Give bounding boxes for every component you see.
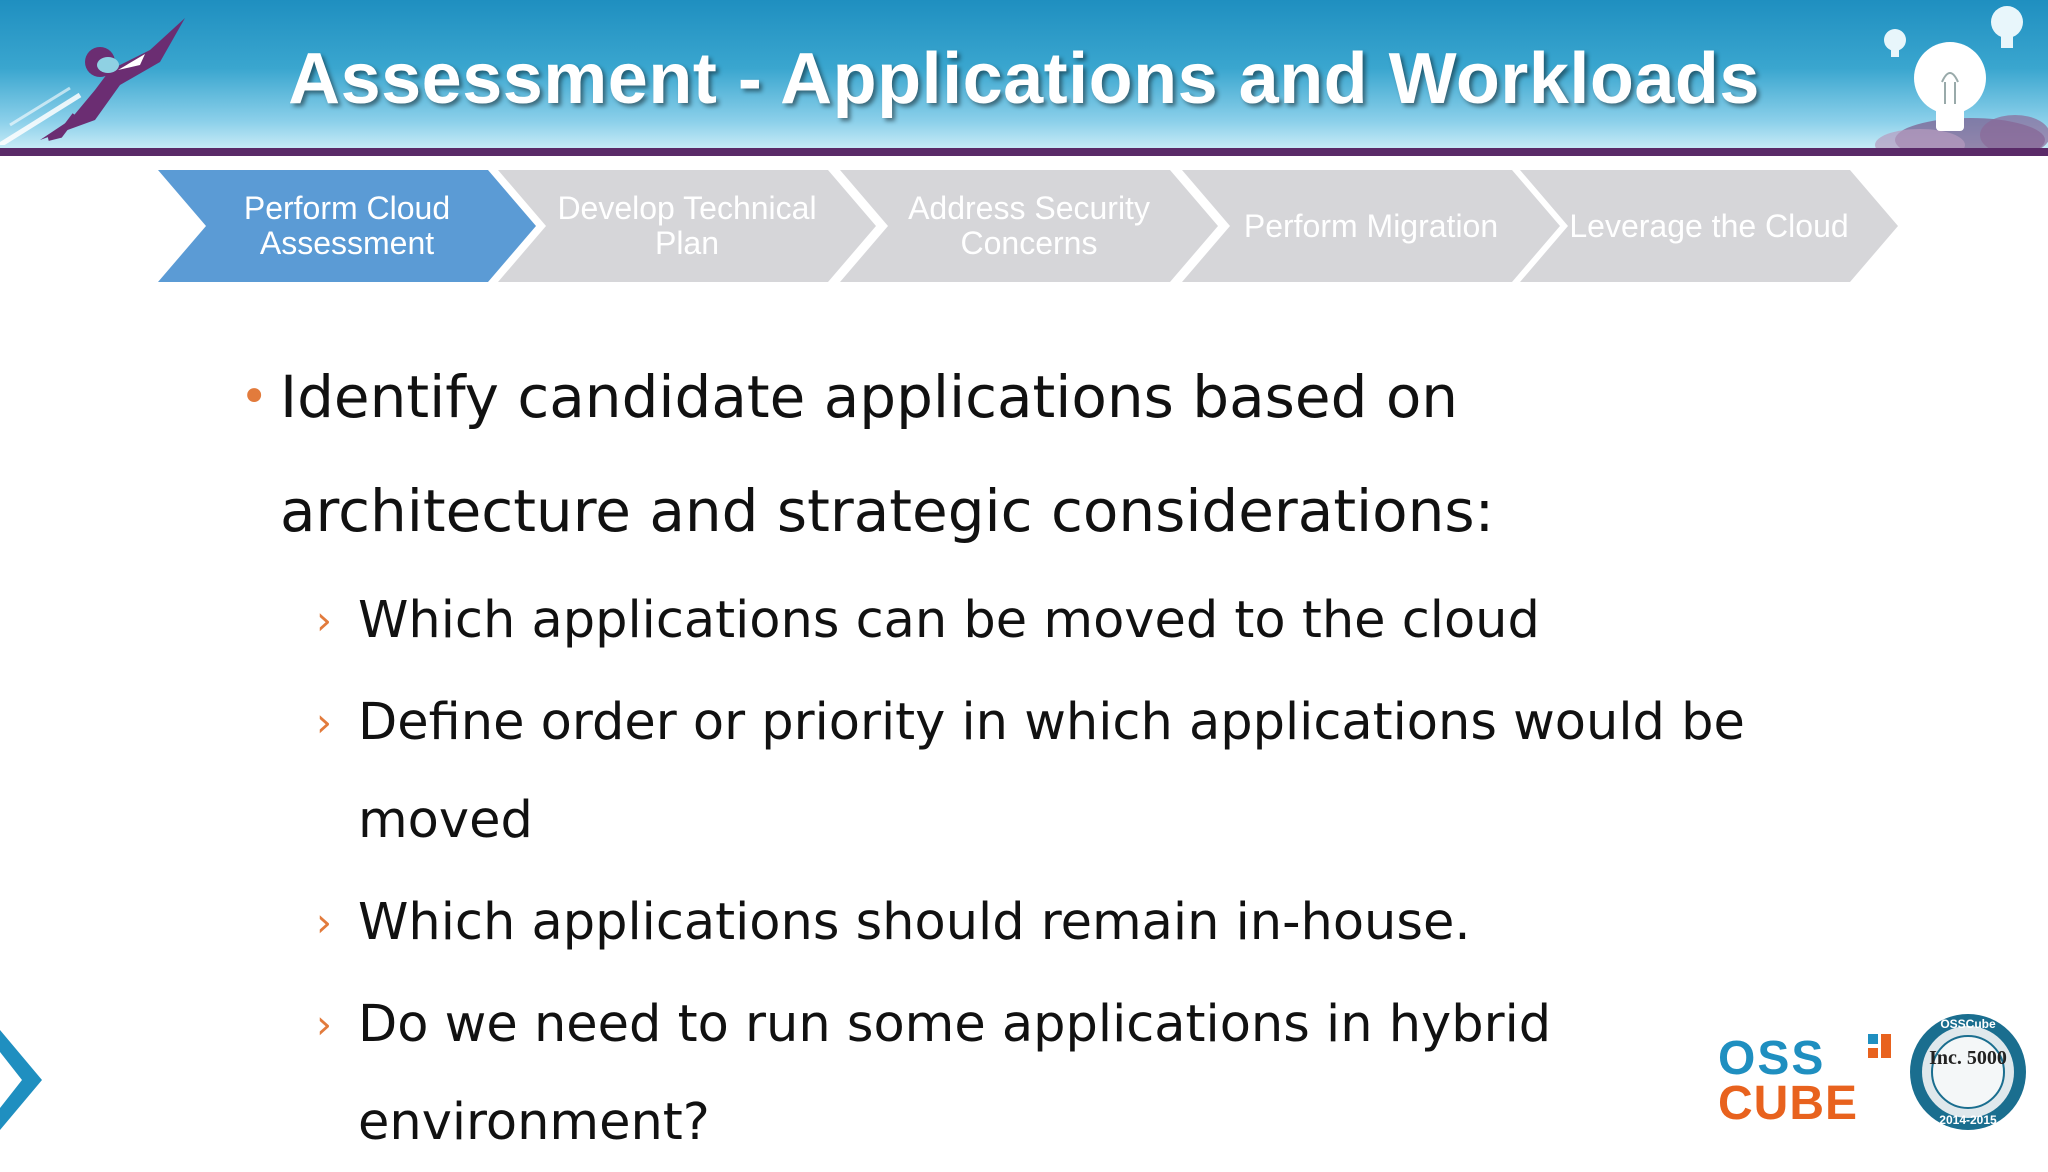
chevron-right-icon: › bbox=[316, 1002, 332, 1048]
seal-bottom-text: 2014-2015 bbox=[1939, 1113, 1997, 1127]
seal-top-text: OSSCube bbox=[1940, 1017, 1996, 1031]
step-address-security-concerns[interactable] bbox=[840, 170, 1218, 282]
process-steps bbox=[158, 170, 1898, 282]
brand-arrow-icon bbox=[0, 1030, 50, 1130]
sub-bullet-text: Do we need to run some applications in hybrid environment? bbox=[358, 995, 1552, 1152]
sub-bullet bbox=[240, 572, 1800, 670]
sub-bullet-text: Define order or priority in which applications would be moved bbox=[358, 693, 1745, 850]
header-divider bbox=[0, 148, 2048, 156]
logo-line-1: OSS bbox=[1718, 1032, 1826, 1085]
slide-content bbox=[240, 340, 1800, 1172]
sub-bullet-text: Which applications should remain in-house. bbox=[358, 893, 1471, 952]
chevron-right-icon: › bbox=[316, 900, 332, 946]
seal-inc: Inc. 5000 bbox=[1929, 1047, 2007, 1069]
main-bullet bbox=[240, 340, 1800, 568]
sub-bullet bbox=[240, 976, 1800, 1172]
osscube-logo bbox=[1718, 1026, 1898, 1126]
main-bullet-text: Identify candidate applications based on architecture and strategic considerations: bbox=[280, 363, 1495, 545]
step-label: Leverage the Cloud bbox=[1569, 207, 1849, 244]
chevron-right-icon: › bbox=[316, 700, 332, 746]
inc5000-seal bbox=[1908, 1012, 2028, 1132]
step-perform-migration[interactable] bbox=[1182, 170, 1560, 282]
step-label: Address Security Concerns bbox=[908, 190, 1150, 261]
step-perform-cloud-assessment[interactable] bbox=[158, 170, 536, 282]
dot-icon: • bbox=[240, 369, 269, 425]
step-label: Develop Technical Plan bbox=[557, 190, 817, 261]
sub-bullet bbox=[240, 874, 1800, 972]
page-title: Assessment - Applications and Workloads bbox=[288, 39, 1760, 119]
step-develop-technical-plan[interactable] bbox=[498, 170, 876, 282]
step-leverage-the-cloud[interactable] bbox=[1520, 170, 1898, 282]
chevron-right-icon: › bbox=[316, 598, 332, 644]
step-label: Perform Cloud Assessment bbox=[243, 190, 451, 261]
sub-bullet-text: Which applications can be moved to the cloud bbox=[358, 591, 1540, 650]
slide-header bbox=[0, 0, 2048, 152]
step-label: Perform Migration bbox=[1243, 207, 1499, 244]
logo-line-2: CUBE bbox=[1718, 1077, 1859, 1126]
sub-bullet bbox=[240, 674, 1800, 870]
lightbulb-icon bbox=[1850, 0, 2048, 152]
